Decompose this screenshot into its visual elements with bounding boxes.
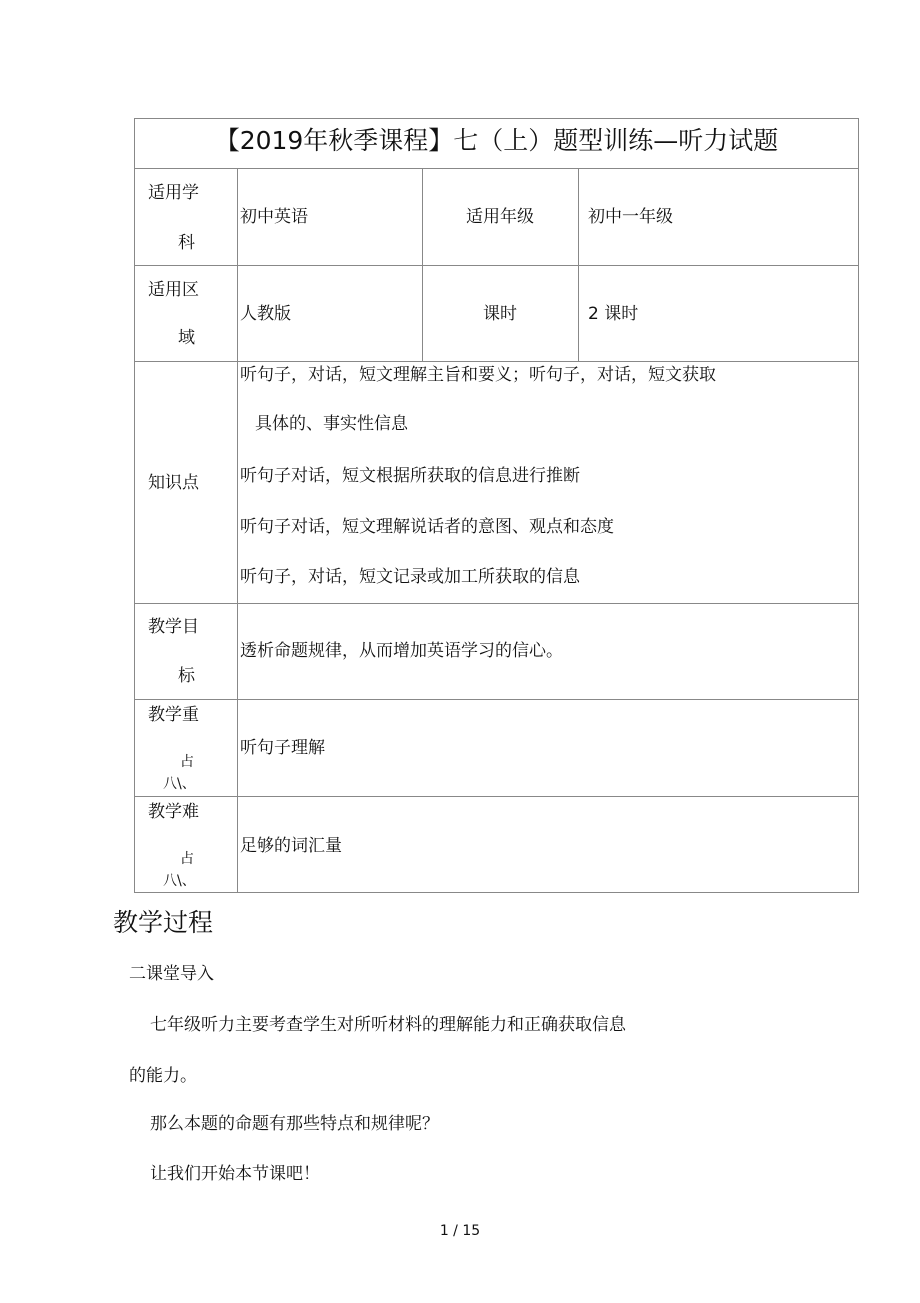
cell-value: 人教版 [240, 304, 291, 324]
cell-label: 标 [178, 666, 195, 686]
column-divider [422, 168, 423, 362]
cell-label: 八\、 [163, 873, 196, 889]
cell-label: 教学重 [148, 705, 199, 725]
paragraph: 七年级听力主要考查学生对所听材料的理解能力和正确获取信息 [150, 1015, 626, 1035]
paragraph: 那么本题的命题有那些特点和规律呢？ [150, 1114, 439, 1134]
knowledge-line: 听句子，对话，短文记录或加工所获取的信息 [240, 567, 580, 587]
cell-label: 知识点 [148, 473, 199, 493]
knowledge-line: 听句子对话，短文理解说话者的意图、观点和态度 [240, 517, 614, 537]
cell-label: 适用区 [148, 280, 199, 300]
cell-label: 教学目 [148, 617, 199, 637]
paragraph: 的能力。 [129, 1066, 197, 1086]
column-divider [237, 168, 238, 893]
cell-label: 八\、 [163, 776, 196, 792]
cell-label: 适用学 [148, 183, 199, 203]
cell-label: 域 [178, 328, 195, 348]
cell-label: 适用年级 [466, 207, 534, 227]
cell-value: 听句子理解 [240, 738, 325, 758]
cell-value: 2 课时 [588, 304, 639, 324]
cell-value: 足够的词汇量 [240, 836, 342, 856]
cell-label: 科 [178, 233, 195, 253]
cell-value: 初中一年级 [588, 207, 673, 227]
section-heading: 教学过程 [113, 908, 214, 937]
cell-value: 初中英语 [240, 207, 308, 227]
cell-label: 占 [180, 851, 194, 867]
column-divider [578, 168, 579, 362]
cell-label: 教学难 [148, 802, 199, 822]
knowledge-line: 听句子，对话，短文理解主旨和要义；听句子，对话，短文获取 [240, 365, 716, 385]
cell-value: 透析命题规律，从而增加英语学习的信心。 [240, 641, 563, 661]
page-number: 1 / 15 [439, 1223, 481, 1239]
cell-label: 课时 [483, 304, 517, 324]
knowledge-line: 听句子对话，短文根据所获取的信息进行推断 [240, 466, 580, 486]
subheading: 二课堂导入 [129, 964, 214, 984]
document-title: 【2019年秋季课程】七（上）题型训练—听力试题 [214, 126, 779, 155]
paragraph: 让我们开始本节课吧！ [150, 1164, 320, 1184]
cell-label: 占 [180, 754, 194, 770]
knowledge-line: 具体的、事实性信息 [255, 414, 408, 434]
